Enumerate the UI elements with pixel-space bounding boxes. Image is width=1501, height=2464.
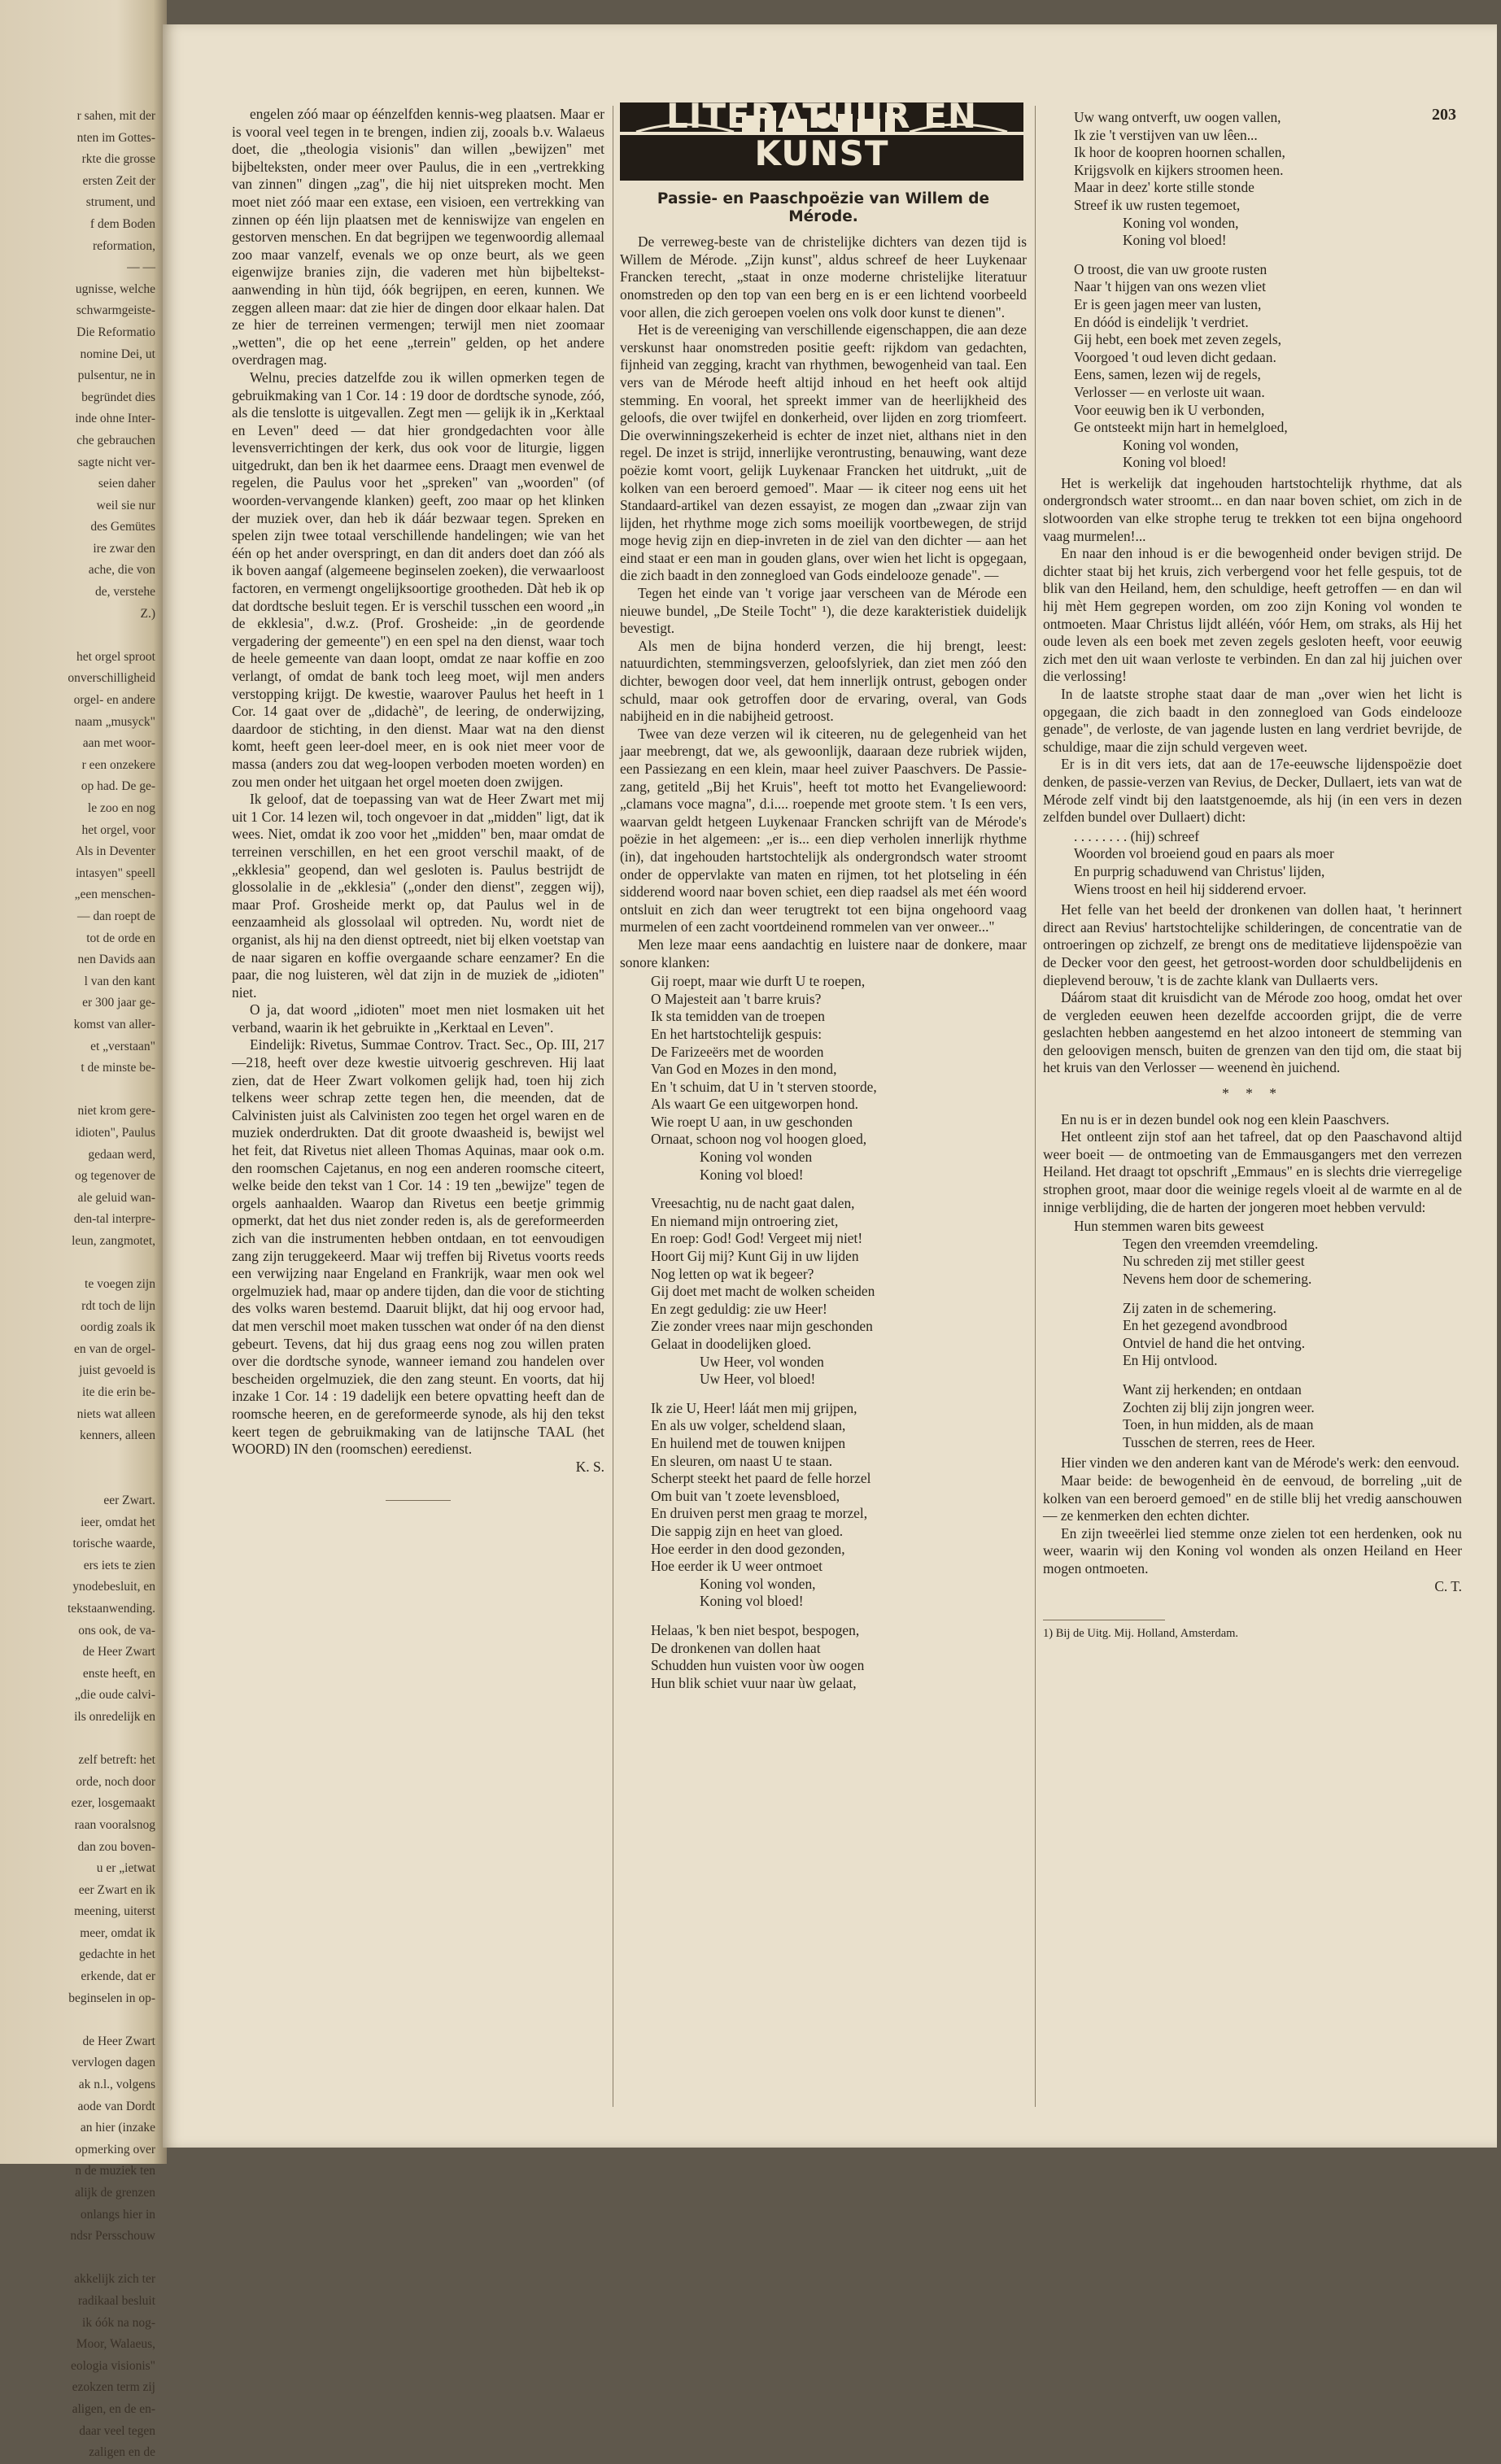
previous-page-text — [1, 106, 155, 2464]
fragment-line: ache, die von — [88, 563, 155, 578]
poem-line: De dronkenen van dollen haat — [651, 1639, 821, 1656]
fragment-line: komst van aller- — [73, 1017, 155, 1031]
fragment-line: reformation, — [92, 238, 155, 253]
fragment-line: nomine Dei, ut — [80, 347, 155, 361]
fragment-line: ndsr Persschouw — [70, 2229, 155, 2244]
poem-line: Naar 't hijgen van ons wezen vliet — [1074, 278, 1266, 295]
fragment-line: te voegen zijn — [85, 1277, 155, 1292]
paragraph: En zijn tweeërlei lied stemme onze zielen tot een herdenken, ook nu weer, waarin wij den Koning vol wonden als onzen Heiland en Heer mogen ontmoeten. — [1043, 1524, 1462, 1577]
poem-line: Koning vol wonden — [700, 1149, 813, 1166]
fragment-line: er 300 jaar ge- — [82, 996, 155, 1010]
fragment-line: t de minste be- — [81, 1061, 155, 1075]
article-heading: Passie- en Paaschpoëzie van Willem de Mérode. — [657, 190, 990, 225]
signature-ks: K. S. — [575, 1458, 604, 1475]
newspaper-page — [163, 24, 1497, 2148]
poem-line: Hoe eerder in den dood gezonden, — [651, 1540, 845, 1557]
poem-line: De Farizeeërs met de woorden — [651, 1043, 824, 1060]
paragraph: Het is werkelijk dat ingehouden hartstochtelijk rhythme, dat als ondergrondsch water stroomt... en dan naar boven schiet, om zich in de slotwoorden van elke strophe terug te trekken tot een bijna ongehoord vaag murmelen!... — [1043, 474, 1462, 544]
fragment-line: de Heer Zwart — [82, 1645, 155, 1659]
fragment-line: erkende, dat er — [81, 1969, 155, 1984]
fragment-line: tekstaanwending. — [67, 1601, 155, 1616]
section-masthead — [620, 96, 1023, 181]
poem-line: Ik zie U, Heer! láát men mij grijpen, — [651, 1399, 857, 1416]
fragment-line — [1, 1468, 155, 1490]
fragment-line: u er „ietwat — [96, 1861, 155, 1876]
column-divider — [1035, 106, 1036, 2107]
fragment-line: Als in Deventer — [75, 844, 155, 859]
poem-line: Koning vol bloed! — [700, 1593, 804, 1610]
paragraph: Er is in dit vers iets, dat aan de 17e-eeuwsche lijdenspoëzie doet denken, de passie-verzen van Revius, de Decker, Dullaert, iets van wat de Mérode zelf vindt bij den laatstgenoemde, als hij (in een vers in dezen zelfden bundel over Dullaert) dicht: — [1043, 756, 1462, 826]
paragraph: En nu is er in dezen bundel ook nog een klein Paaschvers. — [1061, 1110, 1390, 1127]
poem-line: Eens, samen, lezen wij de regels, — [1074, 366, 1261, 383]
fragment-line: en van de orgel- — [74, 1341, 155, 1356]
fragment-line: ugnisse, welche — [75, 281, 155, 296]
poem-line: En als uw volger, scheldend slaan, — [651, 1417, 846, 1434]
poem-line: En niemand mijn ontroering ziet, — [651, 1212, 839, 1229]
poem-line: Hoe eerder ik U weer ontmoet — [651, 1558, 823, 1575]
fragment-line: orgel- en andere — [73, 693, 155, 708]
poem-line: Hun blik schiet vuur naar ùw gelaat, — [651, 1674, 857, 1691]
poem-line: Ge ontsteekt mijn hart in hemelgloed, — [1074, 419, 1288, 436]
poem-line: Vreesachtig, nu de nacht gaat dalen, — [651, 1195, 855, 1212]
poem-line: Toen, in hun midden, als de maan — [1123, 1416, 1314, 1433]
fragment-line: eer Zwart. — [103, 1494, 155, 1507]
paragraph: Als men de bijna honderd verzen, die hij brengt, leest: natuurdichten, stemmingsverzen, geloofslyriek, dan ziet men zóó den dichter, bewogen door veel, dat hem innerlijk ontrust, gebogen onder schuld, maar ook getroffen door de ervaring, overal, van Gods nabijheid en in die nabijheid getroost. — [620, 637, 1027, 725]
fragment-line: vervlogen dagen — [72, 2056, 155, 2070]
fragment-line: zaligen en de — [89, 2445, 155, 2460]
fragment-line: sagte nicht ver- — [77, 455, 155, 469]
fragment-line: ite die erin be- — [82, 1385, 155, 1400]
fragment-line: „een menschen- — [74, 887, 155, 902]
poem-line: Woorden vol broeiend goud en paars als moer — [1074, 845, 1334, 862]
fragment-line: de Heer Zwart — [82, 2034, 155, 2048]
fragment-line: tot de orde en — [86, 931, 155, 945]
poem-line: En 't schuim, dat U in 't sterven stoorde, — [651, 1078, 877, 1095]
poem-line: Maar in deez' korte stille stonde — [1074, 179, 1254, 196]
poem-line: Schudden hun vuisten voor ùw oogen — [651, 1657, 865, 1674]
fragment-line: Die Reformatio — [76, 325, 155, 339]
fragment-line: gedachte in het — [79, 1947, 155, 1962]
column-left — [232, 106, 604, 1501]
poem-line: Ik zie 't verstijven van uw lêen... — [1074, 126, 1258, 143]
poem-line: Zij zaten in de schemering. — [1123, 1299, 1276, 1316]
poem-line: En het gezegend avondbrood — [1123, 1317, 1288, 1334]
paragraph: De verreweg-beste van de christelijke dichters van dezen tijd is Willem de Mérode. „Zijn kunst", aldus schreef de heer Luykenaar Francken terecht, „staat in onze moderne christelijke literatuur onomstreden op den top van een berg en is er een lichtend voorbeeld voor allen, die zich geroepen voelen ons volk door kunst te dienen". — [620, 233, 1027, 321]
poem-line: Hun stemmen waren bits geweest — [1074, 1218, 1264, 1235]
fragment-line: daar veel tegen — [79, 2423, 155, 2438]
poem-line: Verlosser — en verloste uit waan. — [1074, 383, 1265, 400]
poem-line: Koning vol wonden, — [1123, 436, 1239, 453]
fragment-line: oordig zoals ik — [80, 1320, 155, 1335]
paragraph: Het ontleent zijn stof aan het tafreel, dat op den Paaschavond altijd weer boeit — de ontmoeting van de Emmausgangers met den verrezen Heiland. Het draagt tot opschrift „Emmaus" en is slechts drie vierregelige strophen groot, maar door die weinige regels vloeit al de warmte en al de innige verblijding, die de harten der jongeren moet hebben vervuld: — [1043, 1128, 1462, 1215]
poem-line: Tegen den vreemden vreemdeling. — [1123, 1235, 1319, 1252]
fragment-line: che gebrauchen — [76, 433, 155, 447]
poem-line: Voor eeuwig ben ik U verbonden, — [1074, 401, 1265, 418]
column-middle — [620, 96, 1027, 1695]
fragment-line: ons ook, de va- — [78, 1623, 155, 1638]
poem-line: Voorgoed 't oud leven dicht gedaan. — [1074, 348, 1276, 365]
paragraph: engelen zóó maar op éénzelfden kennis-weg plaatsen. Maar er is vooral veel tegen in te brengen, indien zij, zooals b.v. Walaeus doet, die „theologia visionis" dan willen „bewijzen" met bijbelteksten, onder meer over Paulus, die in een „vertrekking van zinnen" dingen „zag", die hij niet uitspreken mocht. Men moet niet zóó maar een extase, een visioen, een vertrekking van zinnen op één lijn plaatsen met de kenniswijze van engelen en gestorven menschen. En dat begrijpen we tegenwoordig allemaal zoo maar vanzelf, evenals we op onze beurt, als we geen eigenwijze branies zijn, die vaderen met hùn bijbeltekst-aanwending in hùn tijd, óók begrijpen, en eeren, kunnen. We zeggen alleen maar: dat zie hier de dingen door elkaar halen. Dat ze hier de terreinen vermengen; terwijl men niet zoomaar „wetten", die op het eene „terrein" gelden, op het andere overdragen mag. — [232, 106, 604, 369]
fragment-line — [1, 2248, 155, 2270]
paragraph: Tegen het einde van 't vorige jaar verscheen van de Mérode een nieuwe bundel, „De Steile Tocht" ¹), die deze karakteristiek duidelijk bevestigt. — [620, 585, 1027, 637]
fragment-line: op had. De ge- — [81, 779, 155, 794]
fragment-line: dan zou boven- — [77, 1839, 155, 1854]
poem-line: Streef ik uw rusten tegemoet, — [1074, 196, 1241, 213]
fragment-line: aligen, en de en- — [72, 2401, 155, 2416]
fragment-line: ynodebesluit, en — [72, 1580, 155, 1594]
fragment-line: rkte die grosse — [81, 152, 155, 167]
poem-line: Uw Heer, vol wonden — [700, 1353, 824, 1370]
poem-line: Ik hoor de koopren hoornen schallen, — [1074, 144, 1285, 161]
poem-line: Scherpt steekt het paard de felle horzel — [651, 1470, 871, 1487]
fragment-line: eer Zwart en ik — [78, 1882, 155, 1897]
fragment-line: enste heeft, en — [82, 1666, 155, 1681]
poem-line: Uw Heer, vol bloed! — [700, 1371, 816, 1388]
fragment-line: ik óók na nog- — [82, 2315, 155, 2330]
fragment-line: l van den kant — [84, 974, 155, 988]
poem-line: Gelaat in doodelijken gloed. — [651, 1336, 812, 1352]
fragment-line: orde, noch door — [76, 1774, 155, 1789]
poem-line: En zegt geduldig: zie uw Heer! — [651, 1300, 827, 1317]
fragment-line — [1, 1447, 155, 1469]
paragraph: O ja, dat woord „idioten" moet men niet losmaken uit het verband, waarin ik het gebruikte in „Kerktaal en Leven". — [232, 1001, 604, 1036]
fragment-line: ils onredelijk en — [74, 1709, 155, 1724]
page-number: 203 — [1432, 106, 1456, 124]
fragment-line — [1, 625, 155, 647]
fragment-line: de, verstehe — [94, 585, 155, 600]
poem-line: Krijgsvolk en kijkers stroomen heen. — [1074, 161, 1284, 178]
poem-line: Ontviel de hand die het ontving. — [1123, 1334, 1306, 1351]
paragraph: En naar den inhoud is er die bewogenheid onder bevigen strijd. De dichter staat bij het kruis, zich verbergend voor het felle gespuis, tot de blik van den Heiland, hem, den schuldige, heeft getroffen — en dan wil hij mèt Hem gegrepen worden, om zoo zijn Koning vol wonden te ontmoeten. Maar Christus lijdt alléén, vóór Hem, om straks, als Hij het oude leven als een boek met zeven zegels gesloten heeft, voor eeuwig zich met den uit waan verloste te verbinden. En dan zal hij juichen over die verlossing! — [1043, 545, 1462, 685]
poem-line: Koning vol bloed! — [1123, 454, 1227, 471]
poem-continuation — [1074, 109, 1462, 472]
fragment-line: naam „musyck" — [75, 714, 155, 729]
footnote: 1) Bij de Uitg. Mij. Holland, Amsterdam. — [1043, 1627, 1239, 1641]
fragment-line: des Gemütes — [90, 520, 155, 534]
paragraph: Dáárom staat dit kruisdicht van de Mérode zoo hoog, omdat het over de vergleden eeuwen heen dezelfde accoorden grijpt, die de verre geslachten hebben aangestemd en het alzoo intoneert de stemming van den geloovigen mensch, buiten de grenzen van den tijd om, die staat bij het kruis van den Verlosser — weenend èn juichend. — [1043, 989, 1462, 1076]
poem-line: Die sappig zijn en heet van gloed. — [651, 1522, 844, 1539]
fragment-line: ieer, omdat het — [81, 1515, 155, 1529]
fragment-line: an hier (inzake — [80, 2121, 155, 2135]
poem-line: En Hij ontvlood. — [1123, 1352, 1218, 1369]
fragment-line: f dem Boden — [89, 216, 155, 231]
poem-line: Gij doet met macht de wolken scheiden — [651, 1283, 875, 1300]
poem-line: Zochten zij blij zijn jongren weer. — [1123, 1398, 1315, 1415]
paragraph: Men leze maar eens aandachtig en luistere naar de donkere, maar sonore klanken: — [620, 935, 1027, 970]
poem-line: O troost, die van uw groote rusten — [1074, 260, 1268, 277]
paragraph: Welnu, precies datzelfde zou ik willen opmerken tegen de gebruikmaking van 1 Cor. 14 : 19 door de dordtsche synode, zóó, als die tenslotte is uitgevallen. Zegt men — gelijk ik in „Kerktaal en Leven" deed — dat hier grondgedachten voor àlle levensverrichtingen der kerk, dus ook voor de liturgie, liggen uitgedrukt, dan ben ik het daarmee eens. Draagt men evenwel de regelen, die Paulus voor het „spreken" van „woorden" (of woorden-vervangende klanken) geeft, zoo maar op het klinken der muziek over, dan heb ik dáár bezwaar tegen. Spreken en spelen zijn twee totaal verschillende handelingen; wie van het één op het ander overspringt, en dan dit anders doet dan zóó als ik boven aangaf (algemeene beginselen zoeken), die verwaarloost factoren, en vermengt ongelijksoortige grootheden. Dàt heb ik op dat dordtsche besluit tegen. Er is verschil tusschen een woord „in de ekklesia", d.w.z. (Prof. Grosheide: „in de geordende vergadering der gemeente") en een spel na den dienst, waar toch de heele gemeente van daan loopt, omdat ze naar koffie en zoo verlangt, of omdat de bank toch leeg moet, wijl men anders verstopping krijgt. De kwestie, waarover Paulus het heeft in 1 Cor. 14 gaat over de „didachè", de leering, de onderwijzing, daardoor de stichting, in den dienst. Maar wat na den dienst komt, heeft geen leer-doel meer, en is ook niet meer voor de massa (anders zou dat weg-loopen verboden moeten worden) en zou men onder het uitgaan het orgel moeten doen zwijgen. — [232, 369, 604, 790]
poem-line: Helaas, 'k ben niet bespot, bespogen, — [651, 1621, 860, 1638]
fragment-line: niets wat alleen — [76, 1406, 155, 1421]
masthead-title: LITERATUUR EN KUNST — [666, 96, 977, 173]
fragment-line: inde ohne Inter- — [75, 412, 155, 426]
fragment-line: eologia visionis" — [70, 2358, 155, 2373]
fragment-line: idioten", Paulus — [75, 1125, 155, 1140]
fragment-line: aan met woor- — [82, 736, 155, 751]
poem-line: En roep: God! God! Vergeet mij niet! — [651, 1230, 863, 1247]
poem-line: Tusschen de sterren, rees de Heer. — [1123, 1433, 1316, 1450]
fragment-line: raan vooralsnog — [74, 1817, 155, 1832]
poem-line: En druiven perst men graag te morzel, — [651, 1505, 868, 1522]
fragment-line: Z.) — [140, 606, 155, 621]
poem-line: Koning vol wonden, — [1123, 214, 1239, 231]
paragraph: In de laatste strophe staat daar de man „over wien het licht is opgegaan, die zich baadt in den zonnegloed van Gods eindelooze genade", de verloste, de van jagende lusten en lang verdriet bevrijde, de schuldige, maar die zijn schuld vergeven weet. — [1043, 686, 1462, 755]
fragment-line: og tegenover de — [75, 1169, 155, 1184]
poem-line: Koning vol bloed! — [700, 1166, 804, 1183]
fragment-line — [1, 1079, 155, 1101]
fragment-line: alijk de grenzen — [75, 2186, 155, 2200]
section-stars: * * * — [1222, 1085, 1283, 1102]
poem-line: Zie zonder vrees naar mijn geschonden — [651, 1318, 873, 1335]
poem-line: En het hartstochtelijk gespuis: — [651, 1025, 822, 1042]
paragraph: Hier vinden we den anderen kant van de Mérode's werk: den eenvoud. — [1061, 1454, 1460, 1472]
paragraph: Twee van deze verzen wil ik citeeren, nu de gelegenheid van het jaar meebrengt, dat we, als gewoonlijk, daaraan deze rubriek wijden, een Passiezang en een klein, maar heel zuiver Paaschvers. De Passie-zang, getiteld „Bij het Kruis", heeft tot motto het Evangeliewoord: „clamans voce magna", d.i.... roepende met groote stem. 't Is een vers, waarvan geldt hetgeen Luykenaar Francken schrijft van de Mérode's poëzie in het algemeen: „er is... een diep verholen innerlijk rhythme (in), dat ingehouden hartstochtelijk als ondergrondsch water stroomt onder de oppervlakte van maten en rijmen, tot het plotseling in één sidderend woord naar boven schiet, een diep raadsel als met één woord ontsluit en zich dan weer terugtrekt tot een bijna ongehoord vaag murmelen of een zacht voortdeinend rommelen van ver onweer..." — [620, 725, 1027, 935]
fragment-line: ire zwar den — [93, 541, 155, 556]
fragment-line: radikaal besluit — [77, 2293, 155, 2308]
poem-line: En huilend met de touwen knijpen — [651, 1434, 846, 1451]
poem-emmaus — [1074, 1218, 1462, 1451]
poem-line: Hoort Gij mij? Kunt Gij in uw lijden — [651, 1248, 859, 1265]
paragraph: Eindelijk: Rivetus, Summae Controv. Tract. Sec., Op. III, 217—218, heeft over deze kwestie uitvoerig geschreven. Hij laat zien, dat de Heer Zwart volkomen gelijk had, toen hij zich telkens weer schrap zette tegen hen, die meenden, dat de Calvinisten juist als Calvinisten zoo tegen het orgel waren en de muziek onderdrukten. Dat dit groote dwaasheid is, bewijst wel het feit, dat Rivetus niet alleen Thomas Aquinas, maar ook o.m. den roomschen Cajetanus, en nog een anderen roomsche citeert, welke beide den tekst van 1 Cor. 14 : 19 ten „bewijze" tegen de orgels aanhaalden. Waarop dan Rivetus een beetje grimmig opmerkt, dat het dus niet zonder reden is, als de gereformeerden zich van die instrumenten hebben ontdaan, en tot eenvoudigen zang zijn teruggekeerd. Maar wij treffen bij Rivetus voorts reeds een verwijzing naar Engeland en Frankrijk, waar men ook wel orgelmuziek had, maar op andere tijden, dan die voor de stichting des volks waren bestemd. Daaruit blijkt, dat hij oog ervoor had, dat men verschil moet maken tusschen wat onder óf na den dienst gebeurt. Tevens, dat hij dus graag eens nog zou willen praten over die dordtsche synode, wanneer iemand zou handelen over bescheiden orgelmuziek, die den zang steunt. En voorts, dat hij inzake 1 Cor. 14 : 19 dadelijk een betere opvatting heeft dan de roomsche heeren, en de gereformeerde synode, als hij den tekst keert tegen de gebruikmaking van de latijnsche TAAL (het WOORD) IN den (roomschen) eeredienst. — [232, 1036, 604, 1458]
fragment-line: le zoo en nog — [87, 801, 155, 815]
poem-line: Wie roept U aan, in uw geschonden — [651, 1113, 853, 1130]
fragment-line: ezer, losgemaakt — [71, 1796, 155, 1811]
poem-line: Uw wang ontverft, uw oogen vallen, — [1074, 109, 1281, 125]
poem-line: Koning vol bloed! — [1123, 232, 1227, 249]
column-right — [1043, 107, 1462, 1643]
poem-line: Gij hebt, een boek met zeven zegels, — [1074, 331, 1281, 348]
poem-line: En dóód is eindelijk 't verdriet. — [1074, 313, 1249, 330]
fragment-line: ersten Zeit der — [82, 173, 155, 188]
poem-line: Want zij herkenden; en ontdaan — [1123, 1380, 1302, 1398]
fragment-line — [1, 1252, 155, 1274]
fragment-line: onverschilligheid — [68, 671, 155, 686]
signature-ct: C. T. — [1434, 1577, 1462, 1594]
fragment-line: — — — [127, 260, 155, 275]
fragment-line: juist gevoeld is — [79, 1363, 155, 1378]
fragment-line: et „verstaan" — [90, 1039, 155, 1053]
fragment-line: r een onzekere — [81, 757, 155, 772]
fragment-line: onlangs hier in — [80, 2207, 155, 2222]
fragment-line: torische waarde, — [72, 1537, 155, 1551]
poem-line: Ik sta temidden van de troepen — [651, 1008, 825, 1025]
paragraph: Ik geloof, dat de toepassing van wat de Heer Zwart met mij uit 1 Cor. 14 lezen wil, toch ongevoer in dat „midden" ligt, dat ik wees. Niet, omdat ik zoo voor het „midden" ben, maar omdat de terreinen verschillen, en het een groot verschil maakt, of de „ekklesia" geopend, dan wel gesloten is. Paulus bestrijdt de glossolalie in de „ekklesia" („onder den dienst", zeggen wij), maar Prof. Grosheide merkt op, dat Paulus wel in de eenzaamheid als glossolaal wil optreden. Nu, wordt niet de organist, als hij na den dienst optreedt, niet bij elken voetstap van de naar sigaren en koffie overgaande schare eenzamer? En die paar, die nog luisteren, wèl dat zijn in de muziek de „idioten" niet. — [232, 791, 604, 1001]
fragment-line: r sahen, mit der — [76, 109, 155, 123]
fragment-line: Moor, Walaeus, — [76, 2337, 155, 2352]
poem-line: En sleuren, om naast U te staan. — [651, 1452, 833, 1469]
fragment-line: intasyen" speell — [75, 866, 155, 880]
poem-line: Wiens troost en heil hij sidderend ervoer. — [1074, 880, 1307, 897]
poem-line: Nu schreden zij met stiller geest — [1123, 1253, 1305, 1270]
fragment-line: zelf betreft: het — [78, 1753, 155, 1768]
fragment-line: beginselen in op- — [68, 1991, 155, 2005]
paragraph: Het is de vereeniging van verschillende eigenschappen, die aan deze verskunst haar onomstreden positie geeft: rijkdom van gedachten, fijnheid van zegging, kracht van rhythmen, bewogenheid van taal. Een vers van de Mérode heeft altijd inhoud en het heeft ook altijd stemming. En vooral, het spreekt immer van de heerlijkheid des geloofs, die over twijfel en donkerheid, over lijden en zorg triomfeert. Die overwinningszekerheid is echter de inzet niet, althans niet in den regel. De inzet is strijd, innerlijke verontrusting, benauwing, want deze poëzie komt voort, gelijk Luykenaar Francken het uitdrukt, „uit de kolken van een beroerd gemoed". Maar — ik citeer nog eens uit het Standaard-artikel van dezen essayist, ze mogen dan „zwaar zijn van lijden, het rhythme moge zich soms moeilijk voortbewegen, de strijd moge hevig zijn en diep-invreten in de ziel van den dichter — aan het eind staat er een man in gouden glans, over wien het licht is opgegaan, die zich baadt in den zonnegloed van Gods eindelooze genade". — — [620, 321, 1027, 584]
fragment-line: — dan roept de — [77, 909, 155, 923]
fragment-line: den-tal interpre- — [73, 1212, 155, 1227]
fragment-line: het orgel, voor — [81, 822, 155, 837]
fragment-line: aode van Dordt — [77, 2099, 155, 2113]
fragment-line: strument, und — [85, 195, 155, 210]
fragment-line: opmerking over — [75, 2142, 155, 2157]
poem-line: Nog letten op wat ik begeer? — [651, 1265, 814, 1282]
poem-line: En purprig schaduwend van Christus' lijden, — [1074, 862, 1325, 879]
poem-line: Om buit van 't zoete levensbloed, — [651, 1487, 840, 1504]
poem-line: O Majesteit aan 't barre kruis? — [651, 990, 822, 1007]
fragment-line: nen Davids aan — [77, 953, 155, 967]
fragment-line: rdt toch de lijn — [81, 1298, 155, 1313]
fragment-line: akkelijk zich ter — [74, 2272, 155, 2287]
fragment-line: leun, zangmotet, — [72, 1233, 155, 1248]
poem-line: Van God en Mozes in den mond, — [651, 1061, 837, 1078]
fragment-line — [1, 2009, 155, 2031]
poem-line: Nevens hem door de schemering. — [1123, 1271, 1312, 1287]
fragment-line: n de muziek ten — [75, 2164, 155, 2178]
quoted-verse — [1074, 828, 1462, 898]
fragment-line: gedaan werd, — [88, 1147, 155, 1162]
previous-page-edge — [0, 0, 167, 2460]
poem-line: Koning vol wonden, — [700, 1575, 816, 1592]
fragment-line: ers iets te zien — [83, 1558, 155, 1572]
fragment-line: ezokzen term zij — [72, 2380, 155, 2395]
fragment-line: kenners, alleen — [80, 1428, 155, 1443]
fragment-line: pulsentur, ne in — [77, 369, 155, 383]
fragment-line: „die oude calvi- — [75, 1688, 155, 1703]
fragment-line: ale geluid wan- — [77, 1190, 155, 1205]
fragment-line: ak n.l., volgens — [78, 2078, 155, 2092]
fragment-line: het orgel sproot — [76, 649, 155, 664]
end-rule — [386, 1500, 451, 1501]
fragment-line: begründet dies — [81, 390, 155, 404]
fragment-line — [1, 1729, 155, 1751]
paragraph: Het felle van het beeld der dronkenen van dollen haat, 't herinnert direct aan Revius' hartstochtelijke schilderingen, de concentratie van de ontroeringen op zichzelf, ze brengt ons de meditatieve lijdenspoëzie van de Decker voor den geest, het getroost-worden door schuldbelijdenis en dieplevend berouw, 't is de zachte klank van Dullaerts vers. — [1043, 901, 1462, 988]
fragment-line: schwarmgeiste- — [76, 303, 155, 318]
poem-line: . . . . . . . . (hij) schreef — [1074, 827, 1200, 844]
fragment-line: seien daher — [98, 477, 155, 491]
poem-line: Er is geen jagen meer van lusten, — [1074, 295, 1262, 312]
fragment-line: niet krom gere- — [77, 1104, 155, 1119]
poem-line: Als waart Ge een uitgeworpen hond. — [651, 1096, 858, 1113]
fragment-line: weil sie nur — [96, 498, 155, 512]
paragraph: Maar beide: de bewogenheid èn de eenvoud, de borreling „uit de kolken van een beroerd gemoed" en de stille blij het vredig aanschouwen — ze kenmerken den echten dichter. — [1043, 1472, 1462, 1524]
fragment-line: meer, omdat ik — [80, 1925, 155, 1940]
poem-line: Gij roept, maar wie durft U te roepen, — [651, 973, 866, 990]
fragment-line: meening, uiterst — [74, 1904, 155, 1919]
fragment-line: nten im Gottes- — [76, 130, 155, 145]
poem-bij-het-kruis — [651, 973, 1027, 1692]
poem-line: Ornaat, schoon nog vol hoogen gloed, — [651, 1131, 867, 1148]
